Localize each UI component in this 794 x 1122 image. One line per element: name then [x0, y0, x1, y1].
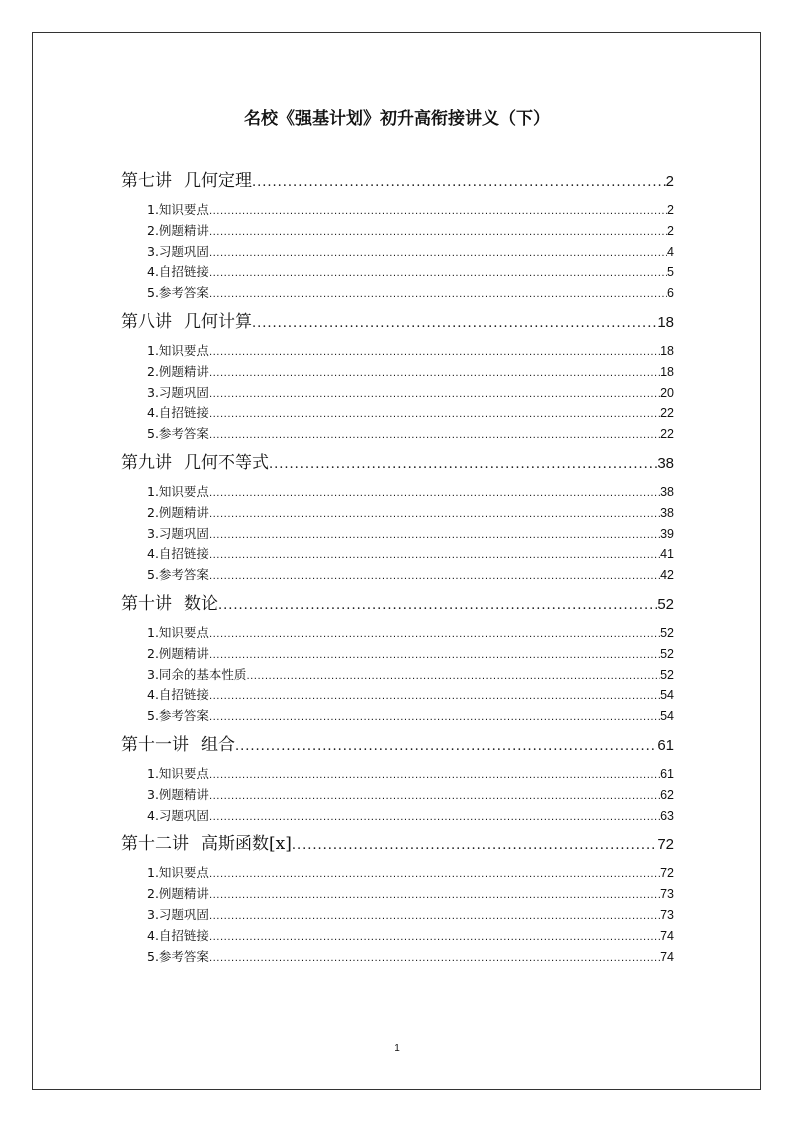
toc-section-entry[interactable] — [121, 262, 674, 283]
section-title: 1.知识要点 — [147, 483, 209, 499]
section-title: 1.知识要点 — [147, 624, 209, 640]
dot-leader — [209, 791, 660, 802]
dot-leader — [209, 368, 660, 379]
section-page-number: 54 — [660, 709, 674, 724]
chapter-title: 几何计算 — [184, 311, 252, 332]
toc-section-entry[interactable] — [121, 685, 674, 706]
section-page-number: 72 — [660, 866, 674, 881]
dot-leader — [209, 289, 667, 300]
dot-leader — [209, 409, 660, 420]
section-page-number: 39 — [660, 526, 674, 541]
section-title: 3.习题巩固 — [147, 243, 209, 259]
section-title: 5.参考答案 — [147, 426, 209, 442]
chapter-number: 第九讲 — [121, 452, 172, 473]
chapter-title: 高斯函数[x] — [201, 834, 292, 855]
section-title: 5.参考答案 — [147, 948, 209, 964]
toc-section-entry[interactable] — [121, 785, 674, 806]
dot-leader — [292, 838, 657, 853]
section-list — [121, 200, 674, 304]
toc-section-entry[interactable] — [121, 403, 674, 424]
toc-chapter — [121, 307, 674, 445]
chapter-title: 数论 — [184, 593, 218, 614]
dot-leader — [209, 812, 660, 823]
toc-chapter-entry[interactable] — [121, 589, 674, 617]
dot-leader — [209, 869, 660, 880]
chapter-title: 几何不等式 — [184, 452, 269, 473]
section-page-number: 61 — [660, 766, 674, 781]
toc-section-entry[interactable] — [121, 644, 674, 665]
section-page-number: 22 — [660, 427, 674, 442]
toc-section-entry[interactable] — [121, 362, 674, 383]
section-title: 5.参考答案 — [147, 708, 209, 724]
chapter-number: 第十讲 — [121, 593, 172, 614]
section-title: 1.知识要点 — [147, 865, 209, 881]
dot-leader — [209, 509, 660, 520]
dot-leader — [209, 890, 660, 901]
section-page-number: 18 — [660, 343, 674, 358]
section-title: 5.参考答案 — [147, 285, 209, 301]
section-title: 1.知识要点 — [147, 765, 209, 781]
section-title: 3.习题巩固 — [147, 906, 209, 922]
section-page-number: 73 — [660, 887, 674, 902]
section-page-number: 4 — [667, 244, 674, 259]
chapter-number: 第十二讲 — [121, 834, 189, 855]
section-title: 4.自招链接 — [147, 264, 209, 280]
section-page-number: 22 — [660, 406, 674, 421]
toc-section-entry[interactable] — [121, 884, 674, 905]
section-list — [121, 863, 674, 967]
toc-section-entry[interactable] — [121, 665, 674, 686]
section-title: 3.同余的基本性质 — [147, 666, 247, 682]
dot-leader — [246, 671, 660, 682]
toc-chapter — [121, 589, 674, 727]
section-page-number: 52 — [660, 646, 674, 661]
section-page-number: 74 — [660, 928, 674, 943]
section-list — [121, 341, 674, 445]
dot-leader — [209, 206, 667, 217]
chapter-title: 几何定理 — [184, 171, 252, 191]
chapter-page-number: 38 — [657, 454, 674, 472]
dot-leader — [252, 316, 657, 331]
toc-section-entry[interactable] — [121, 947, 674, 968]
section-page-number: 38 — [660, 484, 674, 499]
chapter-number: 第七讲 — [121, 171, 172, 191]
section-page-number: 2 — [667, 203, 674, 217]
toc-chapter — [121, 829, 674, 967]
section-list — [121, 623, 674, 727]
toc-section-entry[interactable] — [121, 503, 674, 524]
toc-section-entry[interactable] — [121, 706, 674, 727]
dot-leader — [252, 175, 666, 190]
section-title: 4.自招链接 — [147, 546, 209, 562]
dot-leader — [209, 770, 660, 781]
section-title: 4.习题巩固 — [147, 807, 209, 823]
section-title: 2.例题精讲 — [147, 886, 209, 902]
toc-section-entry[interactable] — [121, 544, 674, 565]
section-title: 3.习题巩固 — [147, 525, 209, 541]
table-of-contents — [121, 166, 674, 970]
toc-section-entry[interactable] — [121, 524, 674, 545]
dot-leader — [209, 629, 660, 640]
section-page-number: 41 — [660, 547, 674, 562]
toc-chapter — [121, 448, 674, 586]
toc-section-entry[interactable] — [121, 424, 674, 445]
dot-leader — [209, 650, 660, 661]
section-title: 3.习题巩固 — [147, 384, 209, 400]
dot-leader — [209, 268, 667, 279]
chapter-page-number: 18 — [657, 313, 674, 331]
toc-section-entry[interactable] — [121, 905, 674, 926]
dot-leader — [209, 530, 660, 541]
toc-section-entry[interactable] — [121, 623, 674, 644]
document-title: 名校《强基计划》初升高衔接讲义（下） — [244, 109, 550, 129]
section-page-number: 2 — [667, 223, 674, 238]
chapter-number: 第八讲 — [121, 311, 172, 332]
section-list — [121, 764, 674, 826]
section-title: 5.参考答案 — [147, 567, 209, 583]
section-page-number: 73 — [660, 907, 674, 922]
dot-leader — [209, 389, 660, 400]
dot-leader — [269, 457, 657, 472]
toc-section-entry[interactable] — [121, 482, 674, 503]
section-title: 4.自招链接 — [147, 927, 209, 943]
dot-leader — [209, 691, 660, 702]
toc-section-entry[interactable] — [121, 200, 674, 221]
chapter-number: 第十一讲 — [121, 734, 189, 755]
toc-section-entry[interactable] — [121, 283, 674, 304]
chapter-page-number: 72 — [657, 836, 674, 854]
section-page-number: 63 — [660, 808, 674, 823]
section-page-number: 20 — [660, 385, 674, 400]
section-page-number: 5 — [667, 265, 674, 280]
chapter-title: 组合 — [201, 734, 235, 755]
section-page-number: 18 — [660, 364, 674, 379]
toc-section-entry[interactable] — [121, 383, 674, 404]
section-title: 2.例题精讲 — [147, 645, 209, 661]
section-title: 2.例题精讲 — [147, 363, 209, 379]
section-page-number: 38 — [660, 505, 674, 520]
chapter-page-number: 2 — [665, 173, 674, 190]
dot-leader — [209, 550, 660, 561]
dot-leader — [209, 712, 660, 723]
section-title: 1.知识要点 — [147, 342, 209, 358]
section-page-number: 52 — [660, 625, 674, 640]
toc-chapter — [121, 730, 674, 826]
toc-chapter-entry[interactable] — [121, 730, 674, 758]
dot-leader — [235, 739, 657, 754]
toc-section-entry[interactable] — [121, 926, 674, 947]
section-page-number: 54 — [660, 688, 674, 703]
chapter-page-number: 52 — [657, 595, 674, 613]
page-number: 1 — [394, 1043, 400, 1054]
dot-leader — [209, 932, 660, 943]
toc-section-entry[interactable] — [121, 863, 674, 884]
section-page-number: 6 — [667, 286, 674, 301]
section-title: 4.自招链接 — [147, 405, 209, 421]
toc-section-entry[interactable] — [121, 341, 674, 362]
section-page-number: 52 — [660, 667, 674, 682]
section-page-number: 74 — [660, 949, 674, 964]
dot-leader — [209, 911, 660, 922]
toc-chapter — [121, 166, 674, 304]
toc-section-entry[interactable] — [121, 242, 674, 263]
dot-leader — [209, 430, 660, 441]
chapter-page-number: 61 — [657, 736, 674, 754]
dot-leader — [209, 571, 660, 582]
dot-leader — [209, 488, 660, 499]
section-title: 2.例题精讲 — [147, 222, 209, 238]
dot-leader — [209, 347, 660, 358]
dot-leader — [218, 598, 657, 613]
dot-leader — [209, 248, 667, 259]
toc-chapter-entry[interactable] — [121, 307, 674, 335]
section-page-number: 62 — [660, 787, 674, 802]
dot-leader — [209, 953, 660, 964]
toc-section-entry[interactable] — [121, 565, 674, 586]
section-title: 4.自招链接 — [147, 687, 209, 703]
toc-section-entry[interactable] — [121, 221, 674, 242]
toc-section-entry[interactable] — [121, 806, 674, 827]
toc-chapter-entry[interactable] — [121, 448, 674, 476]
dot-leader — [209, 227, 667, 238]
section-title: 3.例题精讲 — [147, 786, 209, 802]
toc-section-entry[interactable] — [121, 764, 674, 785]
section-list — [121, 482, 674, 586]
section-title: 2.例题精讲 — [147, 504, 209, 520]
section-page-number: 42 — [660, 568, 674, 583]
section-title: 1.知识要点 — [147, 202, 209, 217]
toc-chapter-entry[interactable] — [121, 829, 674, 857]
toc-chapter-entry[interactable] — [121, 166, 674, 194]
